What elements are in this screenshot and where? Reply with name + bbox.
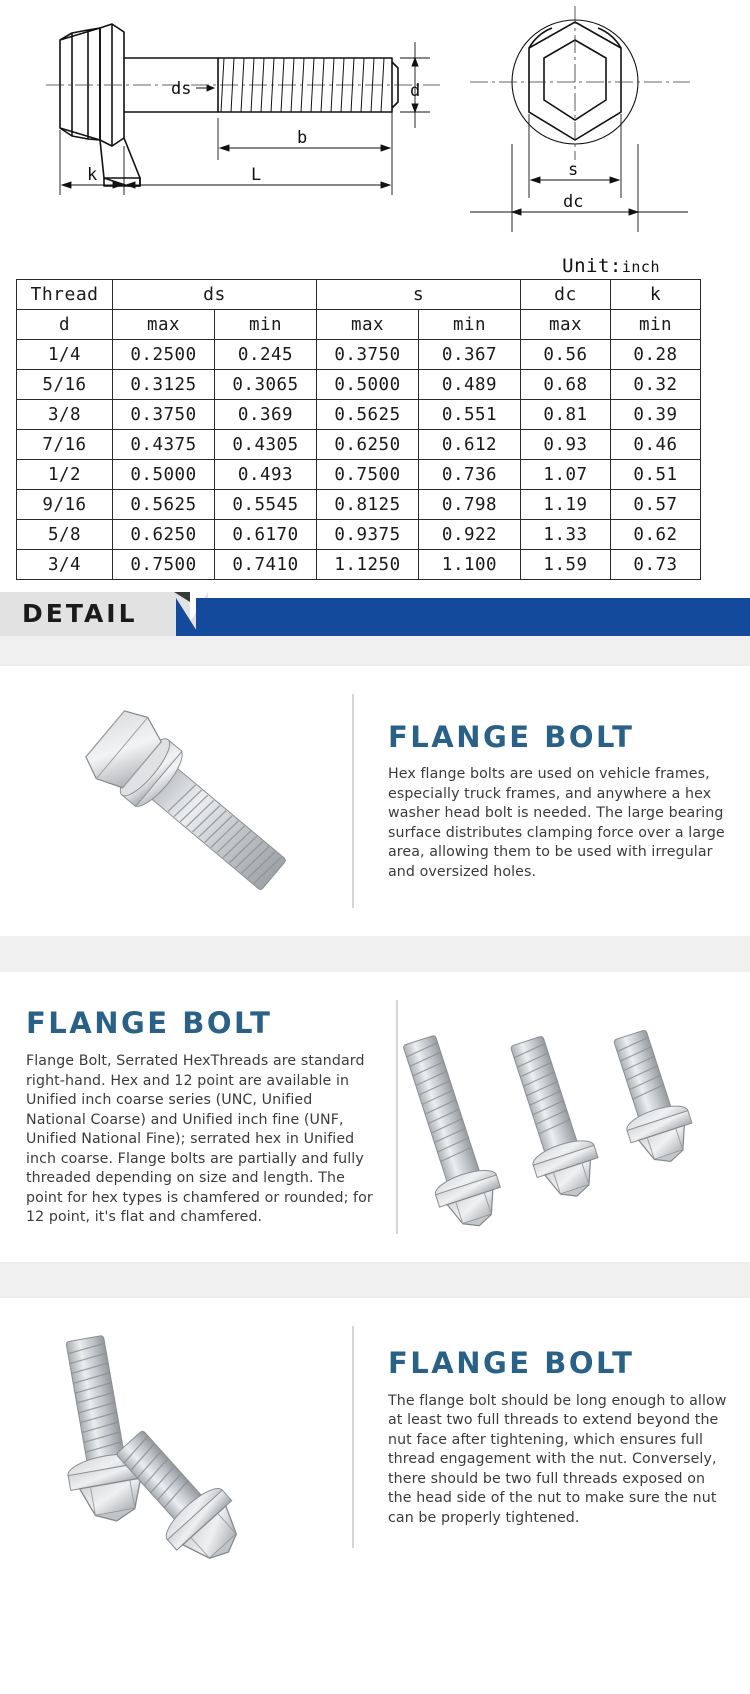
header-s-max: max: [317, 310, 419, 340]
dim-label-s: s: [568, 160, 579, 180]
unit-prefix: Unit:: [562, 255, 622, 277]
header-k-min: min: [611, 310, 701, 340]
cell-value: 1.07: [521, 460, 611, 490]
card-1-text: [352, 666, 750, 936]
cell-value: 0.551: [419, 400, 521, 430]
cell-value: 0.3125: [113, 370, 215, 400]
header-dc-max: max: [521, 310, 611, 340]
detail-card-2: [0, 972, 750, 1262]
cell-value: 0.81: [521, 400, 611, 430]
cell-value: 0.3065: [215, 370, 317, 400]
table-body: [17, 340, 701, 580]
cell-value: 0.8125: [317, 490, 419, 520]
card-1-body: Hex flange bolts are used on vehicle frames, especially truck frames, and anywhere a hex washer head bolt is needed. The large bearing surface distributes clamping force over a large area, allowing them to be used with irregular and oversized holes.: [388, 766, 725, 880]
cell-value: 0.6250: [113, 520, 215, 550]
table-row: [17, 460, 701, 490]
card-3-divider: [352, 1326, 354, 1548]
cell-value: 0.46: [611, 430, 701, 460]
table-row: [17, 430, 701, 460]
spec-table-section: [0, 255, 750, 580]
cell-value: 1.59: [521, 550, 611, 580]
section-gap-3: [0, 1262, 750, 1298]
detail-banner-dark-tip: [174, 592, 190, 602]
cell-value: 0.51: [611, 460, 701, 490]
unit-label: [6, 255, 744, 277]
table-header-row-1: [17, 280, 701, 310]
cell-value: 0.7500: [113, 550, 215, 580]
header-ds-max: max: [113, 310, 215, 340]
cell-value: 1.19: [521, 490, 611, 520]
detail-banner-blue-bar: [196, 598, 750, 636]
cell-value: 0.56: [521, 340, 611, 370]
dim-label-b: b: [297, 128, 308, 148]
drawing-svg: [0, 0, 750, 255]
table-row: [17, 340, 701, 370]
cell-value: 0.6170: [215, 520, 317, 550]
cell-value: 0.922: [419, 520, 521, 550]
table-row: [17, 490, 701, 520]
two-flange-bolts-icon: [22, 1307, 342, 1567]
table-row: [17, 370, 701, 400]
cell-value: 1.100: [419, 550, 521, 580]
detail-banner: [0, 592, 750, 636]
cell-value: 0.5625: [113, 490, 215, 520]
cell-value: 0.5000: [317, 370, 419, 400]
cell-thread: 3/8: [17, 400, 113, 430]
three-flange-bolts-icon: [403, 982, 733, 1252]
single-flange-bolt-icon: [32, 681, 332, 921]
card-2-right-margin: [738, 972, 750, 1262]
card-3-text: [352, 1298, 750, 1576]
header-ds-min: min: [215, 310, 317, 340]
dim-label-L: L: [251, 165, 262, 185]
table-row: [17, 550, 701, 580]
cell-value: 0.489: [419, 370, 521, 400]
header-s: s: [317, 280, 521, 310]
header-k: k: [611, 280, 701, 310]
dim-label-dc: dc: [563, 192, 584, 212]
cell-value: 0.3750: [113, 400, 215, 430]
section-gap-1: [0, 636, 750, 666]
card-2-text: [12, 972, 398, 1262]
detail-card-1: [0, 666, 750, 936]
card-3-title: FLANGE BOLT: [388, 1345, 635, 1380]
unit-value: inch: [621, 258, 660, 276]
cell-value: 0.32: [611, 370, 701, 400]
cell-value: 0.493: [215, 460, 317, 490]
card-2-image: [398, 972, 738, 1262]
dim-label-d: d: [410, 81, 421, 101]
cell-value: 0.245: [215, 340, 317, 370]
cell-value: 0.798: [419, 490, 521, 520]
cell-thread: 1/2: [17, 460, 113, 490]
cell-value: 0.3750: [317, 340, 419, 370]
table-row: [17, 520, 701, 550]
cell-thread: 9/16: [17, 490, 113, 520]
cell-value: 0.62: [611, 520, 701, 550]
cell-value: 0.93: [521, 430, 611, 460]
dim-label-k: k: [87, 165, 98, 185]
card-3-left-margin: [0, 1298, 12, 1576]
section-gap-2: [0, 936, 750, 972]
table-row: [17, 400, 701, 430]
card-2-title: FLANGE BOLT: [26, 1006, 273, 1041]
cell-value: 0.612: [419, 430, 521, 460]
cell-value: 0.4375: [113, 430, 215, 460]
cell-value: 1.33: [521, 520, 611, 550]
card-1-image: [12, 666, 352, 936]
detail-banner-label: DETAIL: [22, 599, 138, 628]
card-1-divider: [352, 694, 354, 908]
card-2-body: Flange Bolt, Serrated HexThreads are standard right-hand. Hex and 12 point are available in Unified inch coarse series (UNC, Unified National Coarse) and Unified inch fine (UNF, Unified National Fine); serrated hex in Unified inch coarse. Flange bolts are partially and fully threaded depending on size and length. The point for hex types is chamfered or rounded; for 12 point, it's flat and chamfered.: [26, 1053, 373, 1226]
card-3-image: [12, 1298, 352, 1576]
header-ds: ds: [113, 280, 317, 310]
cell-value: 0.369: [215, 400, 317, 430]
detail-banner-blue-slant: [176, 598, 200, 636]
header-thread-d: d: [17, 310, 113, 340]
cell-thread: 5/8: [17, 520, 113, 550]
cell-value: 0.5000: [113, 460, 215, 490]
dimensions-table: [16, 279, 701, 580]
cell-thread: 7/16: [17, 430, 113, 460]
cell-value: 0.57: [611, 490, 701, 520]
cell-value: 0.5625: [317, 400, 419, 430]
cell-value: 0.28: [611, 340, 701, 370]
header-s-min: min: [419, 310, 521, 340]
cell-value: 0.7500: [317, 460, 419, 490]
cell-thread: 3/4: [17, 550, 113, 580]
cell-value: 0.4305: [215, 430, 317, 460]
cell-value: 0.367: [419, 340, 521, 370]
card-1-left-margin: [0, 666, 12, 936]
card-2-left-margin: [0, 972, 12, 1262]
card-1-title: FLANGE BOLT: [388, 719, 635, 754]
detail-card-3: [0, 1298, 750, 1576]
cell-value: 0.39: [611, 400, 701, 430]
cell-value: 1.1250: [317, 550, 419, 580]
cell-value: 0.6250: [317, 430, 419, 460]
card-3-body: The flange bolt should be long enough to allow at least two full threads to extend beyond the nut face after tightening, which ensures full thread engagement with the nut. Conversely, there should be two full threads exposed on the head side of the nut to make sure the nut can be properly tightened.: [388, 1392, 727, 1526]
table-header-row-2: [17, 310, 701, 340]
cell-thread: 1/4: [17, 340, 113, 370]
cell-value: 0.73: [611, 550, 701, 580]
cell-value: 0.2500: [113, 340, 215, 370]
header-dc: dc: [521, 280, 611, 310]
cell-thread: 5/16: [17, 370, 113, 400]
cell-value: 0.68: [521, 370, 611, 400]
cell-value: 0.736: [419, 460, 521, 490]
cell-value: 0.5545: [215, 490, 317, 520]
card-2-divider: [396, 1000, 398, 1234]
cell-value: 0.7410: [215, 550, 317, 580]
technical-drawing: [0, 0, 750, 255]
dim-label-ds: ds: [171, 79, 192, 99]
cell-value: 0.9375: [317, 520, 419, 550]
header-thread: Thread: [17, 280, 113, 310]
